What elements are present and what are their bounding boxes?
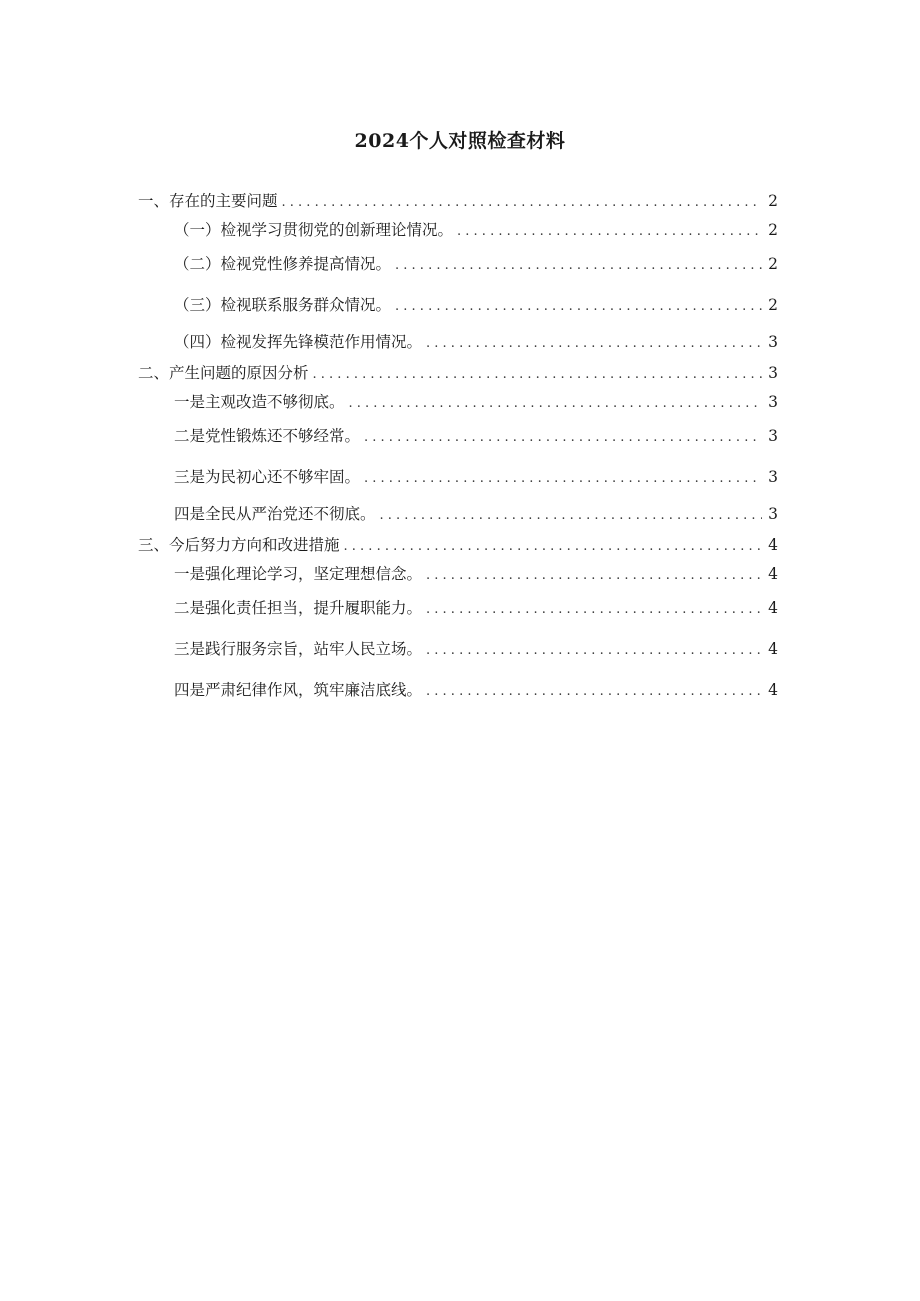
toc-leader-dots xyxy=(426,328,762,360)
toc-entry-page: 2 xyxy=(768,221,778,239)
toc-entry[interactable] xyxy=(138,588,778,629)
toc-entry[interactable] xyxy=(138,416,778,457)
toc-entry-label: 一是强化理论学习，坚定理想信念。 xyxy=(174,565,423,583)
toc-entry-label: 二是党性锻炼还不够经常。 xyxy=(174,427,361,445)
toc-entry-page: 2 xyxy=(768,192,778,210)
toc-entry-label: 三是为民初心还不够牢固。 xyxy=(174,468,361,486)
toc-leader-dots xyxy=(282,188,762,218)
toc-entry-page: 3 xyxy=(768,468,778,486)
toc-leader-dots xyxy=(380,500,762,532)
toc-leader-dots xyxy=(426,589,762,630)
toc-entry[interactable] xyxy=(138,498,778,530)
toc-leader-dots xyxy=(457,218,762,246)
toc-entry-label: 三、今后努力方向和改进措施 xyxy=(138,536,340,554)
toc-entry-label: （三）检视联系服务群众情况。 xyxy=(174,296,392,314)
toc-entry-page: 4 xyxy=(768,599,778,617)
toc-entry[interactable] xyxy=(138,358,778,388)
toc-entry[interactable] xyxy=(138,530,778,560)
toc-entry[interactable] xyxy=(138,186,778,216)
toc-entry-page: 2 xyxy=(768,296,778,314)
toc-leader-dots xyxy=(364,417,762,458)
toc-entry[interactable] xyxy=(138,457,778,498)
toc-leader-dots xyxy=(426,562,762,590)
toc-entry-page: 3 xyxy=(768,364,778,382)
toc-entry-label: 一、存在的主要问题 xyxy=(138,192,278,210)
toc-entry-page: 3 xyxy=(768,427,778,445)
toc-leader-dots xyxy=(426,630,762,671)
toc-leader-dots xyxy=(364,458,762,499)
toc-entry-label: （二）检视党性修养提高情况。 xyxy=(174,255,392,273)
table-of-contents xyxy=(138,186,778,711)
toc-entry-label: 三是践行服务宗旨，站牢人民立场。 xyxy=(174,640,423,658)
toc-leader-dots xyxy=(344,532,762,562)
toc-entry-page: 4 xyxy=(768,681,778,699)
toc-leader-dots xyxy=(395,286,762,327)
toc-entry-page: 3 xyxy=(768,333,778,351)
toc-entry-page: 4 xyxy=(768,565,778,583)
toc-entry[interactable] xyxy=(138,670,778,711)
toc-leader-dots xyxy=(349,390,762,418)
toc-leader-dots xyxy=(426,671,762,712)
document-title: 2024个人对照检查材料 xyxy=(354,130,566,152)
toc-leader-dots xyxy=(395,245,762,286)
toc-leader-dots xyxy=(313,360,762,390)
toc-entry-label: （四）检视发挥先锋模范作用情况。 xyxy=(174,333,423,351)
toc-entry-label: 四是严肃纪律作风，筑牢廉洁底线。 xyxy=(174,681,423,699)
toc-entry-label: 二、产生问题的原因分析 xyxy=(138,364,309,382)
toc-entry-label: 一是主观改造不够彻底。 xyxy=(174,393,345,411)
toc-entry[interactable] xyxy=(138,244,778,285)
toc-entry[interactable] xyxy=(138,629,778,670)
toc-entry-label: （一）检视学习贯彻党的创新理论情况。 xyxy=(174,221,454,239)
toc-entry[interactable] xyxy=(138,560,778,588)
toc-entry-page: 3 xyxy=(768,505,778,523)
toc-entry-label: 二是强化责任担当，提升履职能力。 xyxy=(174,599,423,617)
toc-entry-page: 4 xyxy=(768,536,778,554)
toc-entry-page: 4 xyxy=(768,640,778,658)
toc-entry[interactable] xyxy=(138,388,778,416)
toc-entry-label: 四是全民从严治党还不彻底。 xyxy=(174,505,376,523)
toc-entry[interactable] xyxy=(138,216,778,244)
toc-entry[interactable] xyxy=(138,326,778,358)
toc-entry-page: 2 xyxy=(768,255,778,273)
toc-entry[interactable] xyxy=(138,285,778,326)
toc-entry-page: 3 xyxy=(768,393,778,411)
